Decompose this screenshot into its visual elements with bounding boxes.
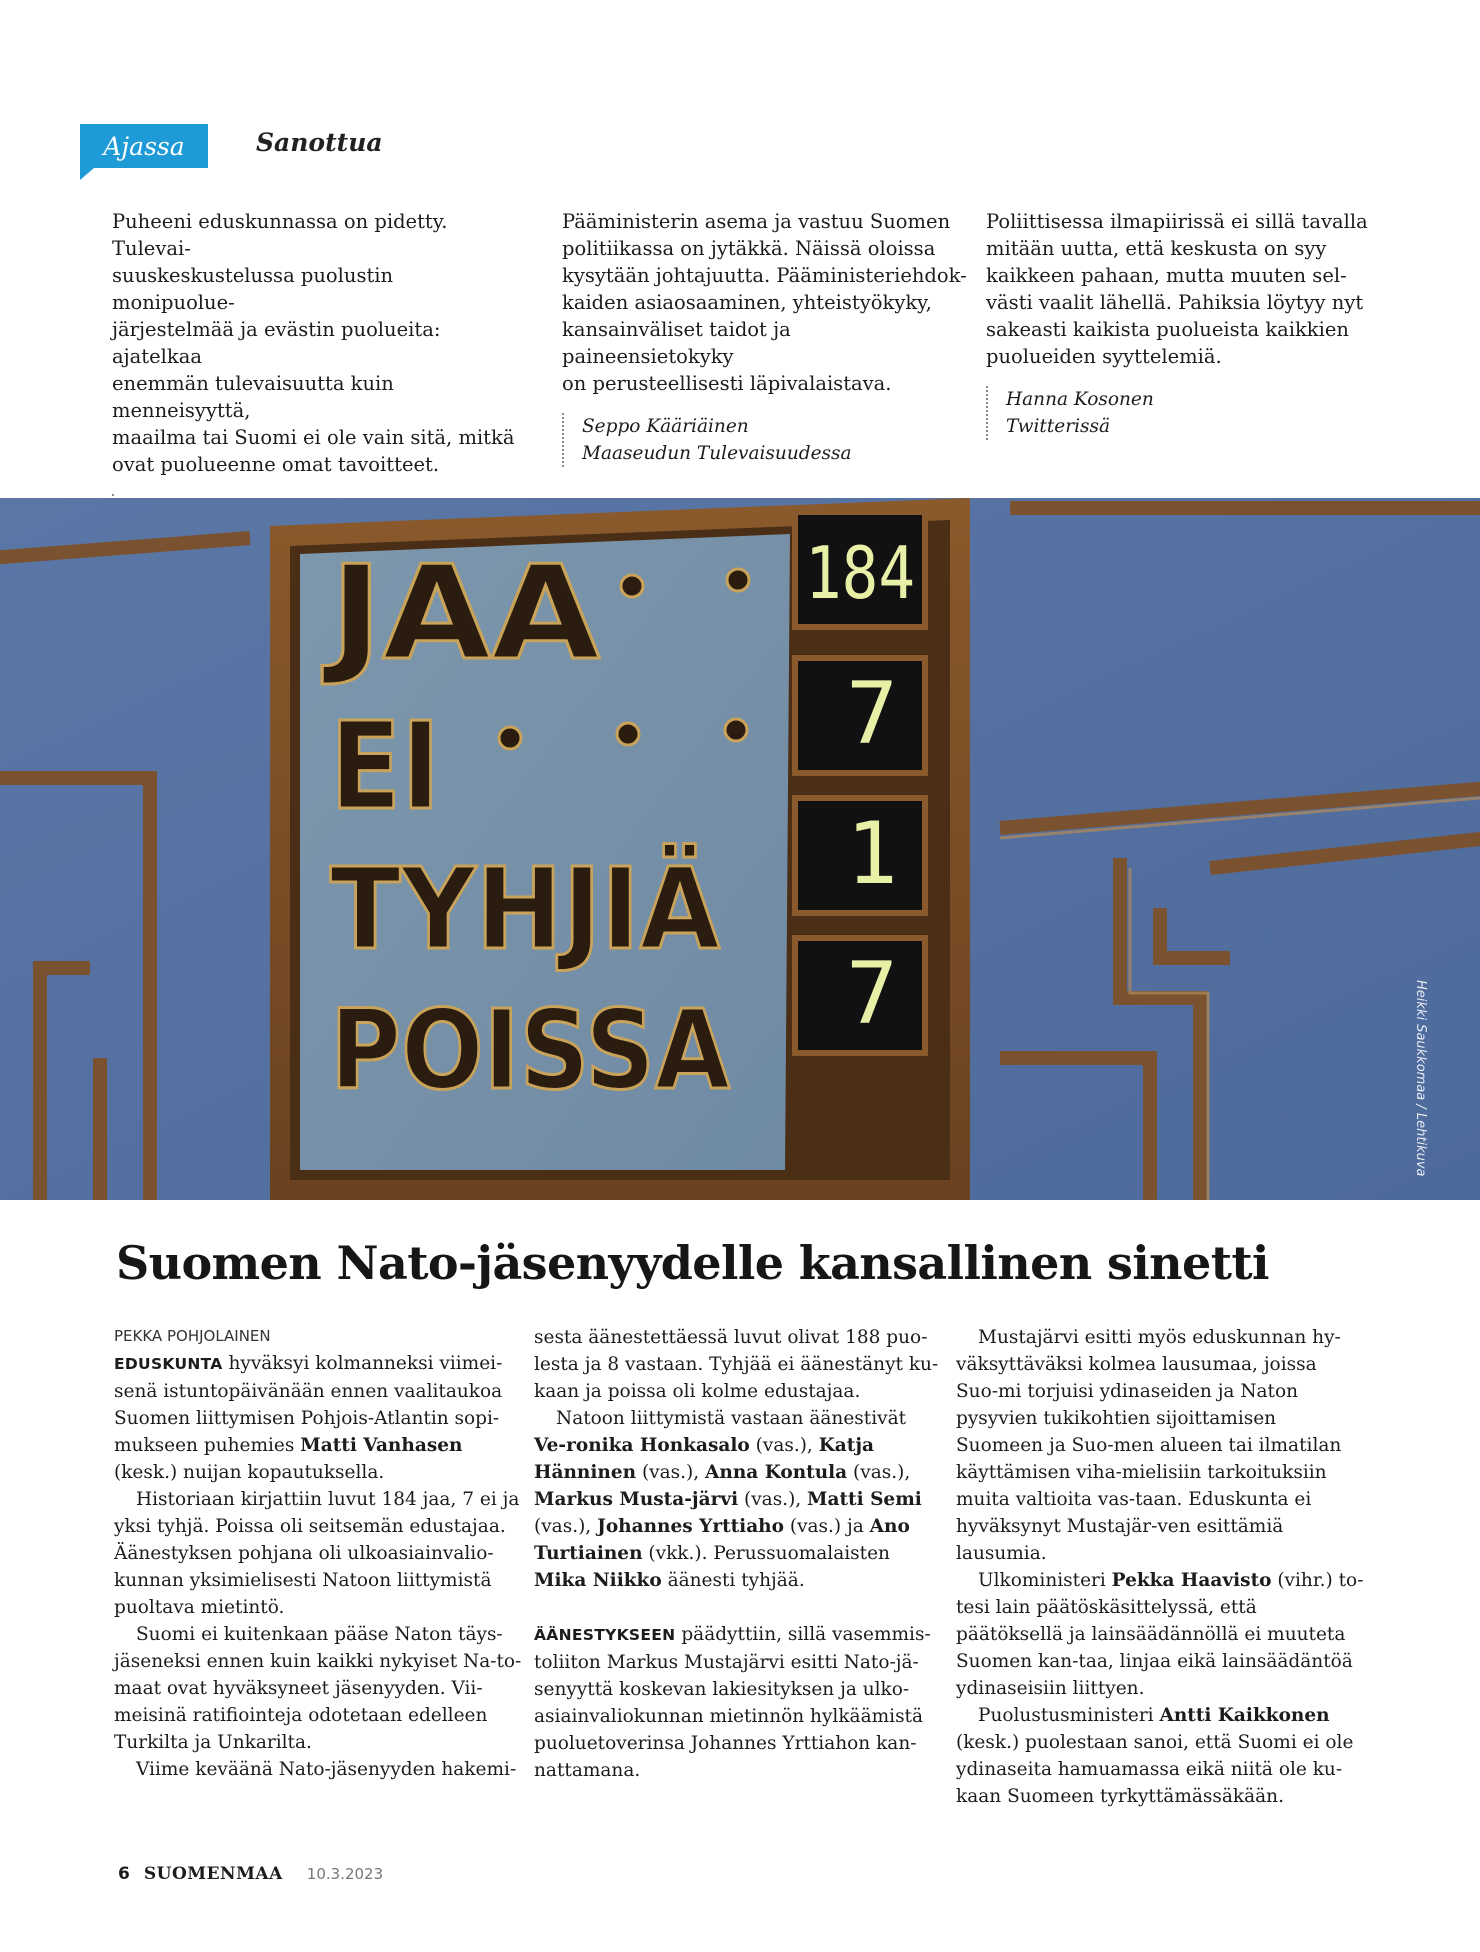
section-tag: Ajassa	[80, 124, 208, 168]
article-byline: PEKKA POHJOLAINEN	[114, 1327, 271, 1345]
quote-text: Puheeni eduskunnassa on pidetty. Tulevai- suuskeskustelussa puolustin monipuolue- järjestelmää ja evästin puolueita: ajatelkaa enemmän tulevaisuutta kuin menneisyyttä, maailma tai Suomi ei ole vain sitä, mitkä ovat puolueenne omat tavoitteet.	[112, 210, 515, 476]
article-paragraph: Natoon liittymistä vastaan äänestivät Ve-ronika Honkasalo (vas.), Katja Hänninen (vas.), Anna Kontula (vas.), Markus Musta-järvi (vas.), Matti Semi (vas.), Johannes Yrttiaho (vas.) ja Ano Turtiainen (vkk.). Perussuomalaisten Mika Niikko äänesti tyhjää.	[534, 1408, 922, 1591]
quote-3	[986, 208, 1391, 440]
board-count-tyhjia: 1	[846, 804, 898, 904]
board-count-jaa: 184	[805, 531, 915, 615]
page-number: 6	[118, 1864, 130, 1884]
voting-board-photo	[0, 498, 1480, 1200]
issue-date: 10.3.2023	[306, 1865, 384, 1883]
quote-medium: Twitterissä	[1006, 416, 1111, 437]
board-count-ei: 7	[846, 664, 898, 764]
article-paragraph: Puolustusministeri Antti Kaikkonen (kesk.) puolestaan sanoi, että Suomi ei ole ydinaseita hamuamassa eikä niitä ole ku-kaan Suomeen tyrkyttämässäkään.	[956, 1705, 1354, 1807]
board-label-jaa: JAA	[321, 537, 600, 689]
page-footer	[118, 1864, 383, 1884]
photo-credit: Heikki Saukkomaa / Lehtikuva	[1413, 980, 1428, 1177]
board-label-ei: EI	[330, 698, 440, 837]
article-paragraph: EDUSKUNTA hyväksyi kolmanneksi viimei-senä istuntopäivänään ennen vaalitaukoa Suomen liittymisen Pohjois-Atlantin sopi-mukseen puhemies Matti Vanhasen (kesk.) nuijan kopautuksella.	[114, 1353, 503, 1483]
publication-name: SUOMENMAA	[143, 1864, 283, 1884]
quote-medium: Maaseudun Tulevaisuudessa	[582, 443, 852, 464]
quote-text: Pääministerin asema ja vastuu Suomen politiikassa on jytäkkä. Näissä oloissa kysytään johtajuutta. Pääministeriehdok- kaiden asiaosaaminen, yhteistyökyky, kansainväliset taidot ja paineensietokyky on perusteellisesti läpivalaistava.	[562, 210, 967, 395]
article-paragraph: Historiaan kirjattiin luvut 184 jaa, 7 ei ja yksi tyhjä. Poissa oli seitsemän edustajaa. Äänestyksen pohjana oli ulkoasiainvalio-kunnan yksimielisesti Natoon liittymistä puoltava mietintö.	[114, 1489, 520, 1618]
article-paragraph: sesta äänestettäessä luvut olivat 188 puo-lesta ja 8 vastaan. Tyhjää ei äänestänyt ku-kaan ja poissa oli kolme edustajaa.	[534, 1327, 939, 1402]
article-paragraph: Viime keväänä Nato-jäsenyyden hakemi-	[136, 1759, 517, 1780]
article-column-1	[114, 1326, 522, 1783]
quote-source	[986, 386, 1391, 440]
board-label-tyhjia: TYHJIÄ	[330, 845, 752, 975]
quote-2	[562, 208, 967, 467]
board-label-poissa: POISSA	[330, 986, 730, 1114]
quote-source	[562, 413, 967, 467]
article-paragraph: Suomi ei kuitenkaan pääse Naton täys-jäseneksi ennen kuin kaikki nykyiset Na-to-maat ovat hyväksyneet jäsenyyden. Vii-meisinä ratifiointeja odotetaan edelleen Turkilta ja Unkarilta.	[114, 1624, 522, 1753]
section-title: Sanottua	[256, 128, 383, 157]
board-count-poissa: 7	[846, 944, 898, 1044]
article-column-2	[534, 1324, 942, 1784]
article-paragraph: Mustajärvi esitti myös eduskunnan hy-väksyttäväksi kolmea lausumaa, joissa Suo-mi torjuisi ydinaseiden ja Naton pysyvien tukikohtien sijoittamisen Suomeen ja Suo-men alueen tai ilmatilan käyttämisen viha-mielisiin tarkoituksiin muita valtioita vas-taan. Eduskunta ei hyväksynyt Mustajär-ven esittämiä lausumia.	[956, 1327, 1342, 1564]
quote-text: Poliittisessa ilmapiirissä ei sillä tavalla mitään uutta, että keskusta on syy kaikkeen pahaan, mutta muuten sel- västi vaalit lähellä. Pahiksia löytyy nyt sakeasti kaikista puolueista kaikkien puolueiden syyttelemiä.	[986, 210, 1368, 368]
article-paragraph: Ulkoministeri Pekka Haavisto (vihr.) to-tesi lain päätöskäsittelyssä, että päätöksellä ja lainsäädännöllä ei muuteta Suomen kan-taa, linjaa eikä lainsäädäntöä ydinaseisiin liittyen.	[956, 1570, 1364, 1699]
article-headline: Suomen Nato-jäsenyydelle kansallinen sinetti	[116, 1236, 1269, 1290]
quote-author: Hanna Kosonen	[1006, 389, 1154, 410]
quote-1	[112, 208, 517, 548]
article-paragraph: ÄÄNESTYKSEEN päädyttiin, sillä vasemmis-toliiton Markus Mustajärvi esitti Nato-jä-senyyttä koskevan lakiesityksen ja ulko-asiainvaliokunnan mietinnön hylkäämistä puoluetoverinsa Johannes Yrttiahon kan-nattamana.	[534, 1624, 931, 1781]
article-column-3	[956, 1324, 1364, 1810]
quote-author: Seppo Kääriäinen	[582, 416, 749, 437]
section-tag-notch	[80, 168, 94, 180]
